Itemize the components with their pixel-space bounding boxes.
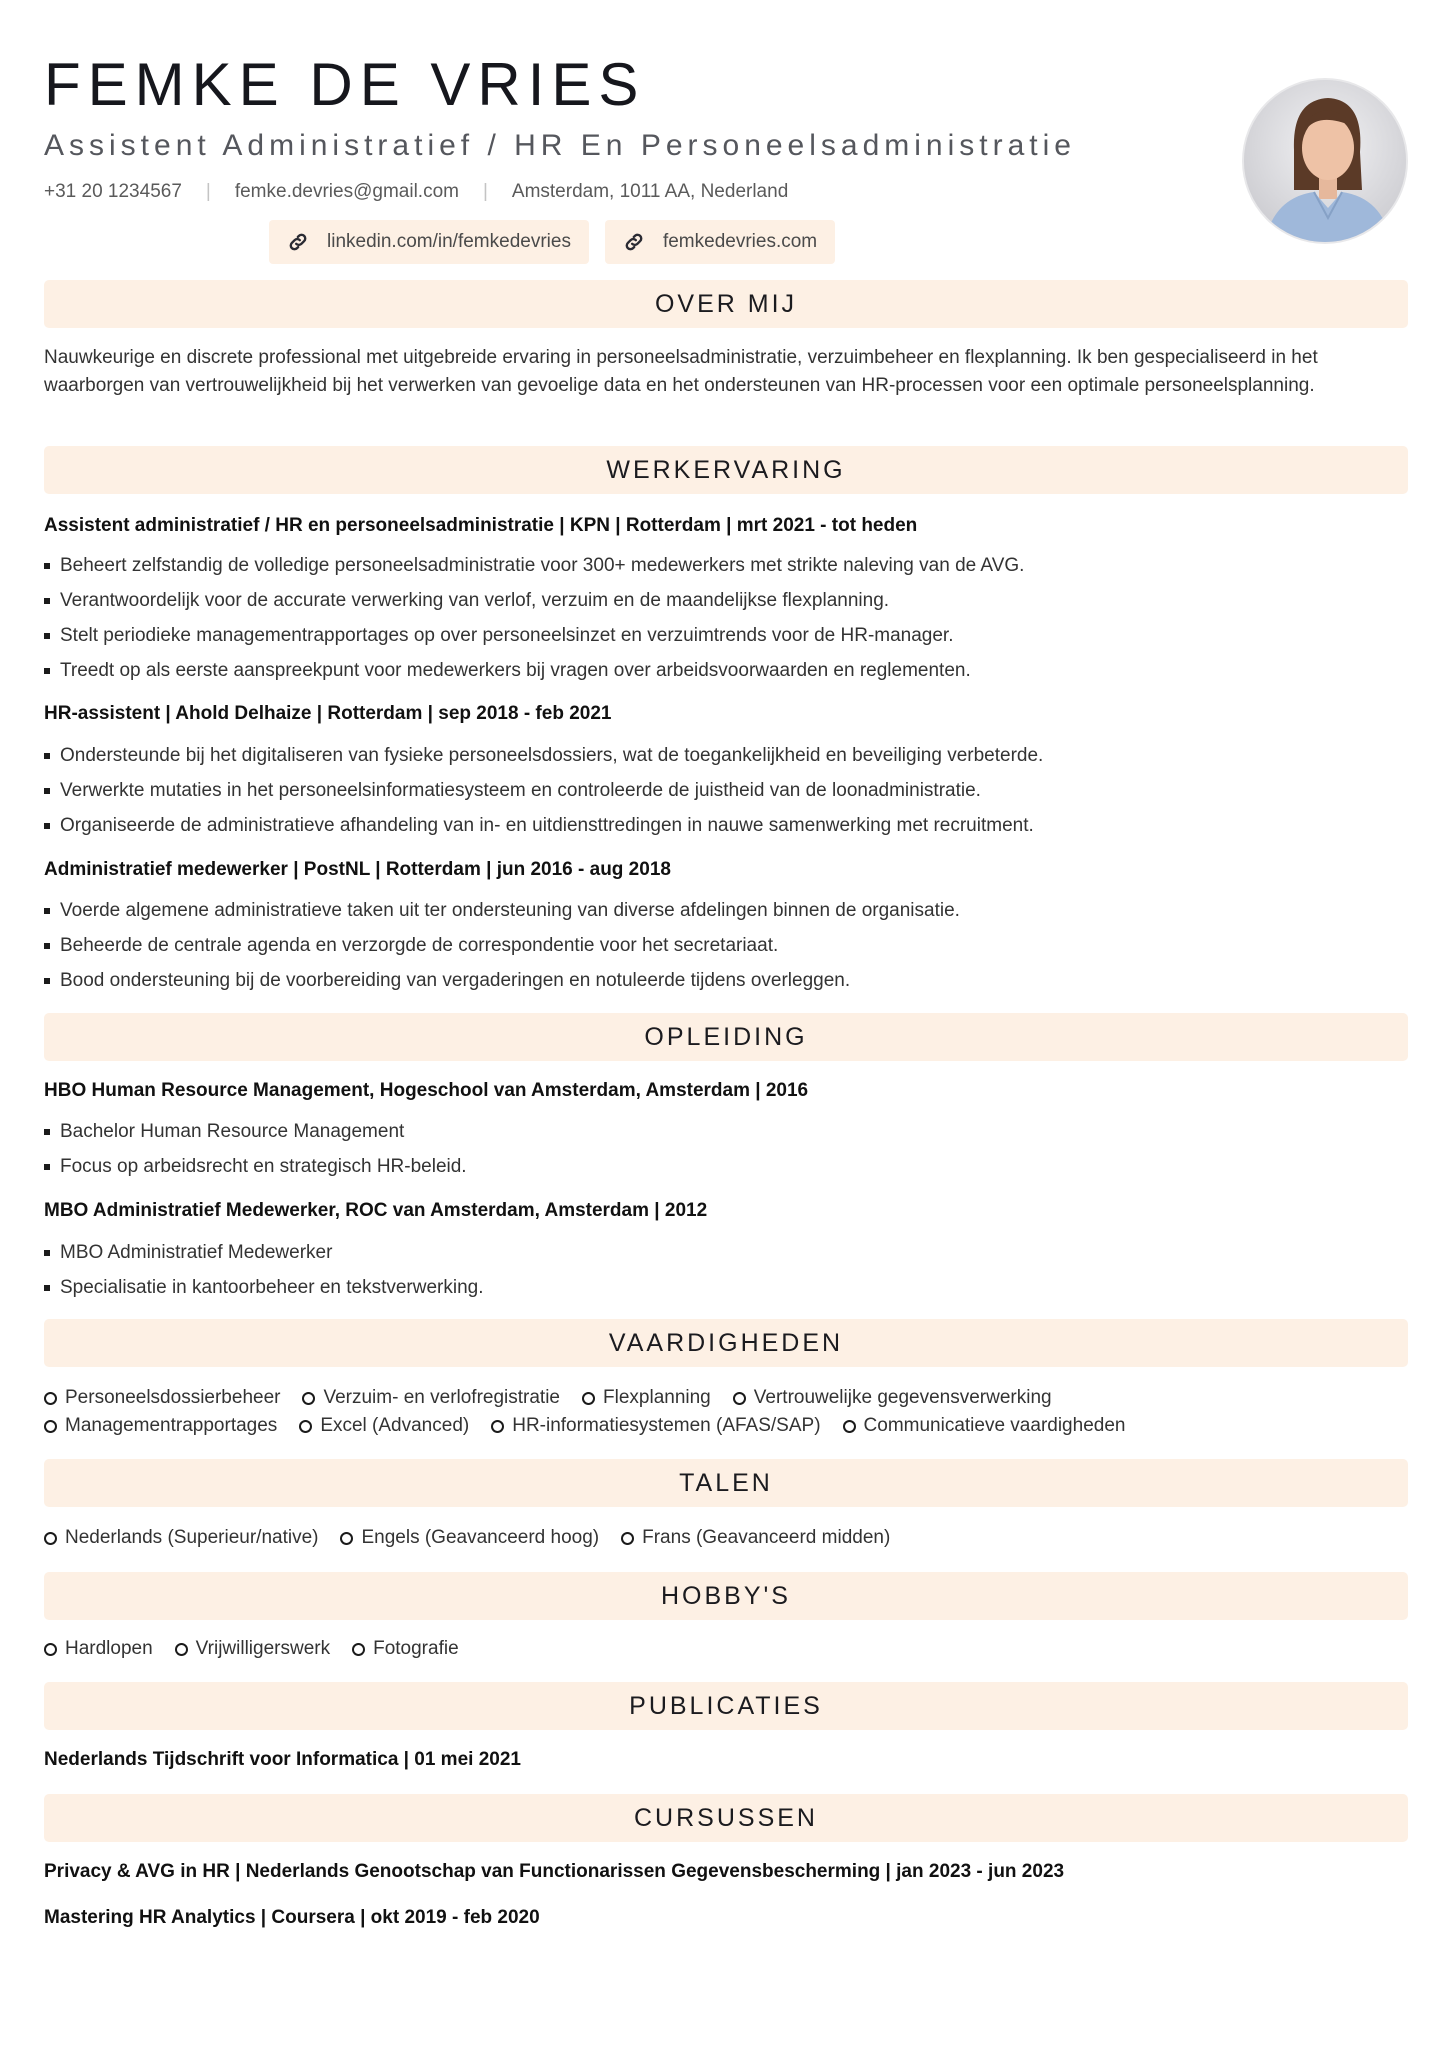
section-title: OVER MIJ xyxy=(654,289,798,318)
hobby-item: Vrijwilligerswerk xyxy=(175,1636,330,1662)
section-header-publications xyxy=(44,1682,1408,1730)
education-title: MBO Administratief Medewerker, ROC van Amsterdam, Amsterdam | 2012 xyxy=(44,1200,708,1221)
hobby-item: Fotografie xyxy=(352,1636,459,1662)
website-link[interactable] xyxy=(605,220,835,264)
resume-header xyxy=(44,52,1244,282)
language-item: Frans (Geavanceerd midden) xyxy=(621,1525,890,1551)
contact-divider: | xyxy=(205,181,211,202)
section-header-about xyxy=(44,280,1408,328)
language-item: Nederlands (Superieur/native) xyxy=(44,1525,318,1551)
job-bullets xyxy=(44,738,1408,843)
education-title: HBO Human Resource Management, Hogeschool van Amsterdam, Amsterdam | 2016 xyxy=(44,1080,809,1101)
bullet-item: Treedt op als eerste aanspreekpunt voor medewerkers bij vragen over arbeidsvoorwaarden en reglementen. xyxy=(44,653,1408,688)
bullet-item: Focus op arbeidsrecht en strategisch HR-beleid. xyxy=(44,1149,1408,1184)
section-header-experience xyxy=(44,446,1408,494)
email-address[interactable]: femke.devries@gmail.com xyxy=(234,181,459,202)
section-title: PUBLICATIES xyxy=(629,1691,823,1720)
skill-item: Managementrapportages xyxy=(44,1413,277,1439)
hobbies-list xyxy=(44,1636,1408,1662)
linkedin-link[interactable] xyxy=(269,220,589,264)
section-title: HOBBY'S xyxy=(661,1581,791,1610)
skill-item: Flexplanning xyxy=(582,1385,711,1411)
link-icon xyxy=(623,231,645,253)
bullet-item: Specialisatie in kantoorbeheer en tekstverwerking. xyxy=(44,1270,1408,1305)
contact-divider: | xyxy=(482,181,488,202)
job-title: Assistent administratief / HR en personeelsadministratie | KPN | Rotterdam | mrt 2021 - tot heden xyxy=(44,515,918,536)
education-bullets xyxy=(44,1114,1408,1184)
bullet-item: Bood ondersteuning bij de voorbereiding van vergaderingen en notuleerde tijdens overleggen. xyxy=(44,963,1408,998)
contact-line xyxy=(44,180,1244,204)
section-header-hobbies xyxy=(44,1572,1408,1620)
job-bullets xyxy=(44,893,1408,998)
about-text: Nauwkeurige en discrete professional met uitgebreide ervaring in personeelsadministratie, verzuimbeheer en flexplanning. Ik ben gespecialiseerd in het waarborgen van vertrouwelijkheid bij het verwerken van gevoelige data en het ondersteunen van HR-processen voor een optimale personeelsplanning. xyxy=(44,347,1318,396)
skill-item: Communicatieve vaardigheden xyxy=(843,1413,1126,1439)
skills-list xyxy=(44,1385,1194,1439)
phone-number: +31 20 1234567 xyxy=(44,181,182,202)
hobby-item: Hardlopen xyxy=(44,1636,153,1662)
section-title: OPLEIDING xyxy=(644,1022,808,1051)
link-icon xyxy=(287,231,309,253)
bullet-item: Verantwoordelijk voor de accurate verwerking van verlof, verzuim en de maandelijkse flexplanning. xyxy=(44,583,1408,618)
profile-photo xyxy=(1242,78,1408,244)
skill-item: Personeelsdossierbeheer xyxy=(44,1385,280,1411)
location: Amsterdam, 1011 AA, Nederland xyxy=(511,181,789,202)
bullet-item: Voerde algemene administratieve taken uit ter ondersteuning van diverse afdelingen binnen de organisatie. xyxy=(44,893,1408,928)
skill-item: HR-informatiesystemen (AFAS/SAP) xyxy=(491,1413,820,1439)
profile-links xyxy=(269,220,835,264)
bullet-item: Verwerkte mutaties in het personeelsinformatiesysteem en controleerde de juistheid van de loonadministratie. xyxy=(44,773,1408,808)
job-title: HR-assistent | Ahold Delhaize | Rotterdam | sep 2018 - feb 2021 xyxy=(44,703,612,724)
website-url: femkedevries.com xyxy=(662,231,818,252)
section-header-languages xyxy=(44,1459,1408,1507)
skill-item: Excel (Advanced) xyxy=(299,1413,469,1439)
publication-item: Nederlands Tijdschrift voor Informatica | 01 mei 2021 xyxy=(44,1749,521,1770)
section-title: CURSUSSEN xyxy=(634,1803,818,1832)
bullet-item: Bachelor Human Resource Management xyxy=(44,1114,1408,1149)
languages-list xyxy=(44,1525,1408,1551)
candidate-name: FEMKE DE VRIES xyxy=(44,51,646,118)
bullet-item: MBO Administratief Medewerker xyxy=(44,1235,1408,1270)
bullet-item: Organiseerde de administratieve afhandeling van in- en uitdiensttredingen in nauwe samenwerking met recruitment. xyxy=(44,808,1408,843)
section-header-courses xyxy=(44,1794,1408,1842)
language-item: Engels (Geavanceerd hoog) xyxy=(340,1525,599,1551)
course-item: Privacy & AVG in HR | Nederlands Genootschap van Functionarissen Gegevensbescherming | jan 2023 - jun 2023 xyxy=(44,1861,1065,1882)
bullet-item: Beheert zelfstandig de volledige personeelsadministratie voor 300+ medewerkers met strikte naleving van de AVG. xyxy=(44,548,1408,583)
section-title: WERKERVARING xyxy=(606,455,846,484)
job-bullets xyxy=(44,548,1408,688)
skill-item: Vertrouwelijke gegevensverwerking xyxy=(733,1385,1052,1411)
bullet-item: Stelt periodieke managementrapportages op over personeelsinzet en verzuimtrends voor de HR-manager. xyxy=(44,618,1408,653)
job-title: Administratief medewerker | PostNL | Rotterdam | jun 2016 - aug 2018 xyxy=(44,859,671,880)
skill-item: Verzuim- en verlofregistratie xyxy=(302,1385,560,1411)
course-item: Mastering HR Analytics | Coursera | okt 2019 - feb 2020 xyxy=(44,1907,540,1928)
bullet-item: Beheerde de centrale agenda en verzorgde de correspondentie voor het secretariaat. xyxy=(44,928,1408,963)
section-title: VAARDIGHEDEN xyxy=(608,1328,844,1357)
linkedin-url: linkedin.com/in/femkedevries xyxy=(327,231,571,252)
section-header-skills xyxy=(44,1319,1408,1367)
bullet-item: Ondersteunde bij het digitaliseren van fysieke personeelsdossiers, wat de toegankelijkheid en beveiliging verbeterde. xyxy=(44,738,1408,773)
section-title: TALEN xyxy=(679,1468,773,1497)
section-header-education xyxy=(44,1013,1408,1061)
job-subtitle: Assistent Administratief / HR En Personeelsadministratie xyxy=(44,129,1076,162)
education-bullets xyxy=(44,1235,1408,1305)
